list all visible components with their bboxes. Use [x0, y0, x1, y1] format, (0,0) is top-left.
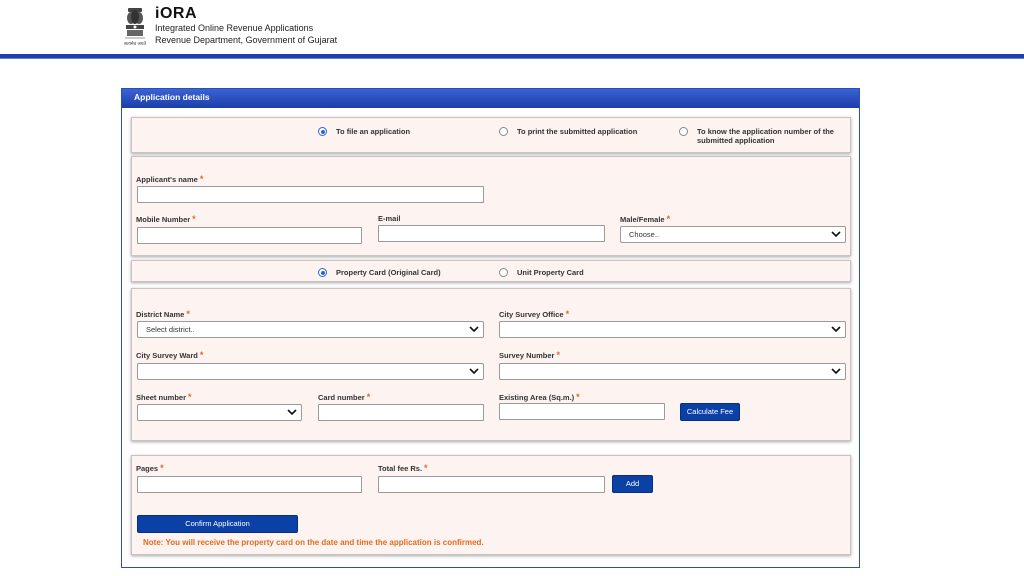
app-name: iORA [155, 5, 197, 22]
existing-area-label: Existing Area (Sq.m.) * [499, 392, 580, 402]
email-label: E-mail [378, 214, 401, 223]
brand-block [155, 6, 337, 46]
card-number-label: Card number * [318, 392, 371, 402]
header-divider [0, 58, 1024, 59]
gender-selected-value: Choose.. [629, 230, 660, 239]
city-survey-office-label: City Survey Office * [499, 309, 570, 319]
district-label: District Name * [136, 309, 190, 319]
gender-label: Male/Female * [620, 214, 671, 224]
radio-selected-indicator[interactable] [318, 268, 327, 277]
calculate-fee-button[interactable]: Calculate Fee [680, 403, 740, 421]
survey-number-select[interactable] [499, 363, 846, 380]
radio-indicator[interactable] [679, 127, 688, 136]
radio-file-application[interactable] [318, 127, 410, 136]
svg-text:सत्यमेव जयते: सत्यमेव जयते [123, 42, 147, 47]
site-header [0, 0, 1024, 58]
department-subtitle: Revenue Department, Government of Gujarat [155, 35, 338, 45]
confirmation-note: Note: You will receive the property card on the date and time the application is confirmed. [143, 538, 484, 547]
panel-title: Application details [122, 89, 859, 108]
property-details-section [131, 288, 851, 441]
city-survey-ward-select[interactable] [137, 363, 484, 380]
chevron-down-icon [831, 367, 841, 375]
pages-input[interactable] [137, 476, 362, 493]
chevron-down-icon [469, 325, 479, 333]
radio-label: Property Card (Original Card) [336, 268, 441, 277]
fee-confirmation-section [131, 455, 851, 555]
email-input[interactable] [378, 225, 605, 242]
state-emblem-icon [120, 6, 150, 50]
radio-indicator[interactable] [499, 268, 508, 277]
city-survey-ward-label: City Survey Ward * [136, 350, 204, 360]
applicant-name-input[interactable] [137, 186, 484, 203]
radio-label: To file an application [336, 127, 411, 136]
applicant-name-label: Applicant's name * [136, 174, 204, 184]
district-select[interactable] [137, 321, 484, 338]
gender-select[interactable] [620, 226, 846, 243]
total-fee-label: Total fee Rs. * [378, 463, 428, 473]
existing-area-input[interactable] [499, 403, 665, 420]
total-fee-input[interactable] [378, 476, 605, 493]
radio-label: Unit Property Card [517, 268, 584, 277]
radio-know-application-number[interactable] [679, 127, 849, 145]
confirm-application-button[interactable]: Confirm Application [137, 515, 298, 533]
application-panel [121, 88, 860, 568]
application-type-section [131, 117, 851, 153]
radio-unit-property-card[interactable] [499, 268, 584, 277]
survey-number-label: Survey Number * [499, 350, 560, 360]
radio-property-card[interactable] [318, 268, 441, 277]
pages-label: Pages * [136, 463, 164, 473]
radio-print-application[interactable] [499, 127, 637, 136]
city-survey-office-select[interactable] [499, 321, 846, 338]
chevron-down-icon [287, 408, 297, 416]
sheet-number-label: Sheet number * [136, 392, 192, 402]
card-number-input[interactable] [318, 404, 484, 421]
mobile-number-label: Mobile Number * [136, 214, 196, 224]
applicant-details-section [131, 156, 851, 256]
radio-indicator[interactable] [499, 127, 508, 136]
app-subtitle: Integrated Online Revenue Applications [155, 23, 314, 33]
mobile-number-input[interactable] [137, 227, 362, 244]
radio-selected-indicator[interactable] [318, 127, 327, 136]
chevron-down-icon [831, 230, 841, 238]
card-type-section [131, 260, 851, 282]
radio-label: To print the submitted application [517, 127, 638, 136]
chevron-down-icon [831, 325, 841, 333]
radio-label: To know the application number of the submitted application [697, 127, 834, 145]
district-selected-value: Select district.. [146, 325, 195, 334]
add-button[interactable]: Add [612, 475, 653, 493]
sheet-number-select[interactable] [137, 404, 302, 421]
chevron-down-icon [469, 367, 479, 375]
